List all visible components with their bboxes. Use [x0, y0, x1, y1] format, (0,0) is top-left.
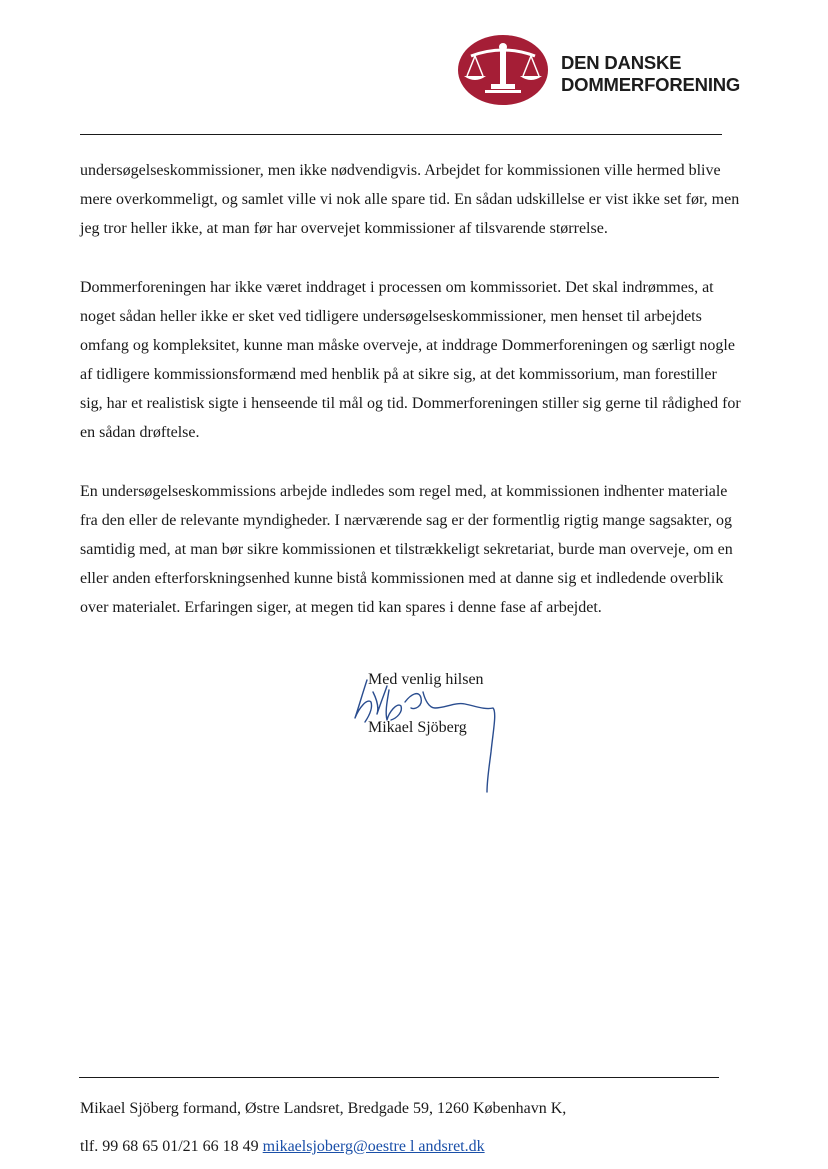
text-line: omfang og kompleksitet, kunne man måske overveje, at inddrage Dommerforeningen og særligt nogle: [80, 337, 735, 354]
scales-of-justice-icon: [457, 34, 553, 106]
organization-name: [561, 52, 740, 96]
footer-phone: tlf. 99 68 65 01/21 66 18 49: [80, 1138, 259, 1155]
text-line: undersøgelseskommissioner, men ikke nødvendigvis. Arbejdet for kommissionen ville hermed blive: [80, 162, 721, 179]
text-line: Dommerforeningen har ikke været inddraget i processen om kommissoriet. Det skal indrømmes, at: [80, 279, 714, 296]
text-line: en sådan drøftelse.: [80, 424, 200, 441]
paragraph: [80, 156, 780, 243]
footer-contact: [80, 1138, 485, 1156]
signatory-name: Mikael Sjöberg: [368, 719, 467, 736]
footer-divider: [79, 1077, 719, 1078]
text-line: jeg tror heller ikke, at man før har overvejet kommissioner af tilsvarende størrelse.: [80, 220, 608, 237]
text-line: eller anden efterforskningsenhed kunne bistå kommissionen med at danne sig et indledende overblik: [80, 570, 724, 587]
text-line: sig, har et realistisk sigte i henseende til mål og tid. Dommerforeningen stiller sig gerne til rådighed for: [80, 395, 741, 412]
header-divider: [80, 134, 722, 135]
logo-line-1: DEN DANSKE: [561, 52, 682, 73]
closing-greeting: Med venlig hilsen: [368, 671, 484, 688]
paragraph: [80, 477, 780, 622]
footer-address: Mikael Sjöberg formand, Østre Landsret, Bredgade 59, 1260 København K,: [80, 1100, 567, 1117]
handwritten-signature-icon: [325, 672, 515, 797]
text-line: fra den eller de relevante myndigheder. I nærværende sag er der formentlig rigtig mange sagsakter, og: [80, 512, 733, 529]
text-line: noget sådan heller ikke er sket ved tidligere undersøgelseskommissioner, men henset til arbejdets: [80, 308, 702, 325]
text-line: mere overkommeligt, og samlet ville vi nok alle spare tid. En sådan udskillelse er vist ikke set før, men: [80, 191, 740, 208]
text-line: samtidig med, at man bør sikre kommissionen et tilstrækkeligt sekretariat, burde man overveje, om en: [80, 541, 733, 558]
text-line: af tidligere kommissionsformænd med henblik på at sikre sig, at det kommissorium, man forestiller: [80, 366, 717, 383]
text-line: over materialet. Erfaringen siger, at megen tid kan spares i denne fase af arbejdet.: [80, 599, 602, 616]
letter-body: [80, 156, 780, 646]
paragraph: [80, 273, 780, 447]
logo-line-2: DOMMERFORENING: [561, 74, 741, 95]
text-line: En undersøgelseskommissions arbejde indledes som regel med, at kommissionen indhenter materiale: [80, 483, 728, 500]
organization-logo: [457, 34, 757, 114]
email-link[interactable]: mikaelsjoberg@oestre l andsret.dk: [262, 1138, 485, 1155]
